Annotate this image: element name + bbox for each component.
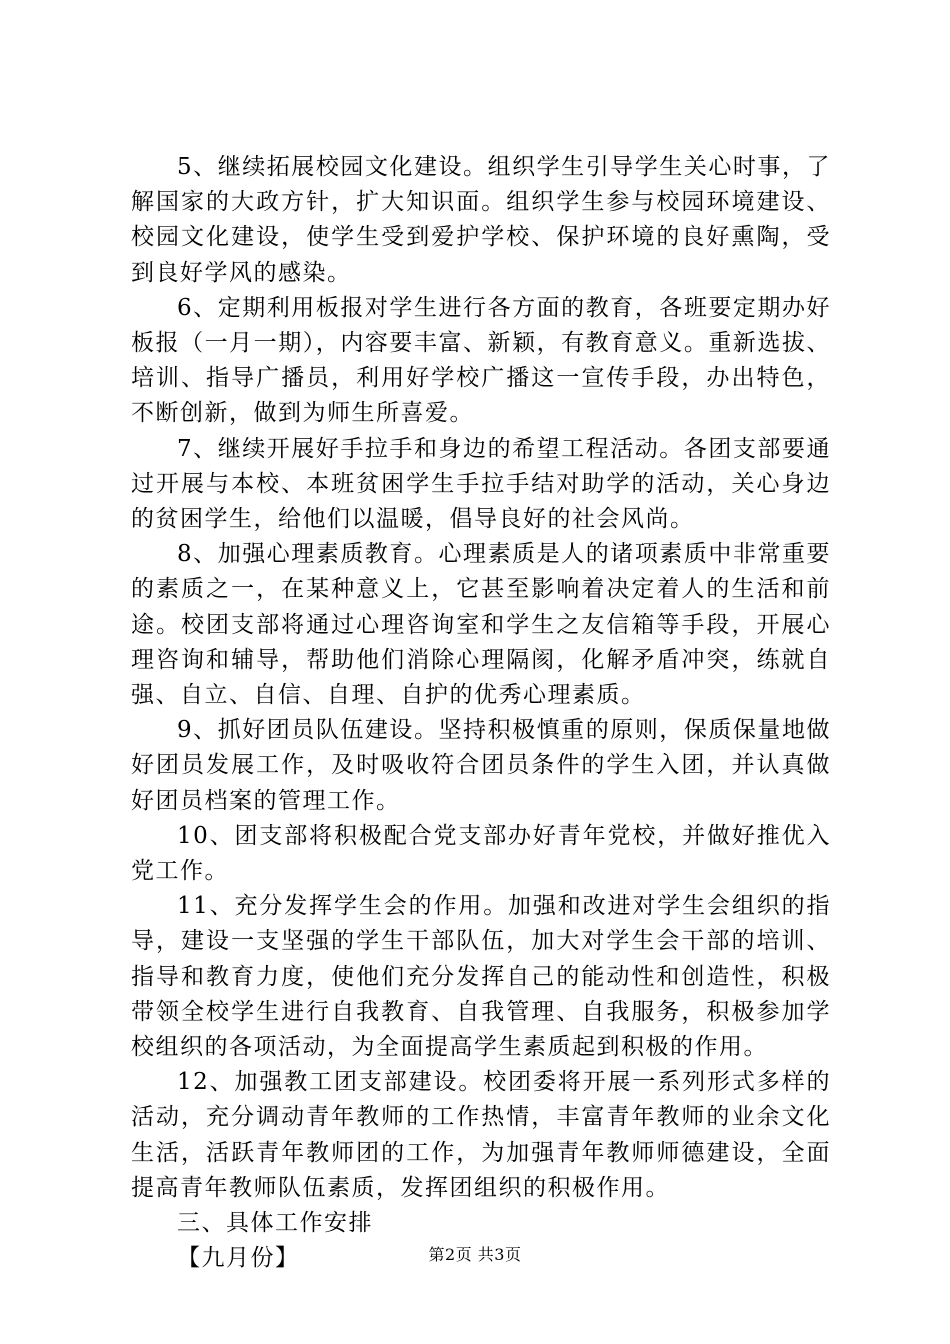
paragraph-item-11: 11、充分发挥学生会的作用。加强和改进对学生会组织的指导，建设一支坚强的学生干部队伍，加大对学生会干部的培训、指导和教育力度，使他们充分发挥自己的能动性和创造性，积极带领全校学生进行自我教育、自我管理、自我服务，积极参加学校组织的各项活动，为全面提高学生素质起到积极的作用。 bbox=[131, 893, 831, 1061]
document-body bbox=[131, 150, 831, 1277]
page-footer: 第2页 共3页 bbox=[428, 1245, 522, 1264]
paragraph-item-6: 6、定期利用板报对学生进行各方面的教育，各班要定期办好板报（一月一期），内容要丰富、新颖，有教育意义。重新选拔、培训、指导广播员，利用好学校广播这一宣传手段，办出特色，不断创新，做到为师生所喜爱。 bbox=[131, 294, 831, 427]
paragraph-item-7: 7、继续开展好手拉手和身边的希望工程活动。各团支部要通过开展与本校、本班贫困学生手拉手结对助学的活动，关心身边的贫困学生，给他们以温暖，倡导良好的社会风尚。 bbox=[131, 435, 831, 533]
paragraph-item-10: 10、团支部将积极配合党支部办好青年党校，并做好推优入党工作。 bbox=[131, 822, 831, 885]
section-heading: 三、具体工作安排 bbox=[177, 1210, 373, 1237]
paragraph-item-12: 12、加强教工团支部建设。校团委将开展一系列形式多样的活动，充分调动青年教师的工作热情，丰富青年教师的业余文化生活，活跃青年教师团的工作，为加强青年教师师德建设，全面提高青年教师队伍素质，发挥团组织的积极作用。 bbox=[131, 1069, 831, 1201]
paragraph-item-8: 8、加强心理素质教育。心理素质是人的诸项素质中非常重要的素质之一，在某种意义上，它甚至影响着决定着人的生活和前途。校团支部将通过心理咨询室和学生之友信箱等手段，开展心理咨询和辅导，帮助他们消除心理隔阂，化解矛盾冲突，练就自强、自立、自信、自理、自护的优秀心理素质。 bbox=[131, 541, 831, 709]
month-heading: 【九月份】 bbox=[177, 1245, 300, 1272]
paragraph-item-5: 5、继续拓展校园文化建设。组织学生引导学生关心时事，了解国家的大政方针，扩大知识面。组织学生参与校园环境建设、校园文化建设，使学生受到爱护学校、保护环境的良好熏陶，受到良好学风的感染。 bbox=[131, 154, 831, 286]
paragraph-item-9: 9、抓好团员队伍建设。坚持积极慎重的原则，保质保量地做好团员发展工作，及时吸收符合团员条件的学生入团，并认真做好团员档案的管理工作。 bbox=[131, 717, 831, 814]
